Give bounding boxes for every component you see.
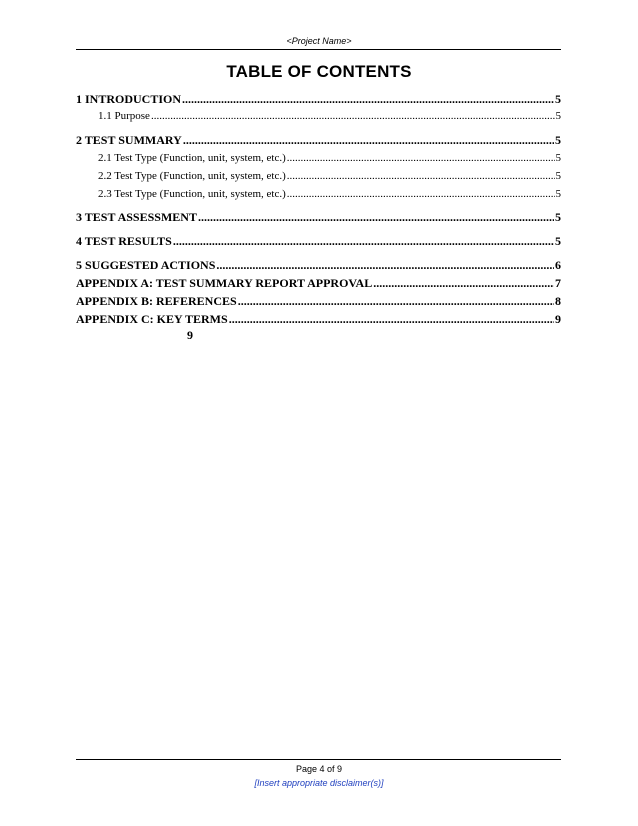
toc-entry-appendix-c[interactable] <box>76 312 561 327</box>
toc-entry-suggested-actions[interactable] <box>76 258 561 273</box>
toc-entry-label: APPENDIX C: KEY TERMS <box>76 312 228 326</box>
toc-entry-page: 5 <box>555 110 561 122</box>
toc-leader-dots <box>373 276 554 291</box>
toc-entry-label: 5 SUGGESTED ACTIONS <box>76 258 216 272</box>
toc-entry-label: 2.1 Test Type (Function, unit, system, etc.) <box>98 152 286 164</box>
toc-entry-test-type-2[interactable] <box>98 170 561 182</box>
footer-page-number: Page 4 of 9 <box>295 764 343 774</box>
toc-entry-label: 2 TEST SUMMARY <box>76 133 182 147</box>
toc-entry-label: 4 TEST RESULTS <box>76 234 172 248</box>
toc-entry-purpose[interactable] <box>98 110 561 122</box>
toc-entry-label: APPENDIX A: TEST SUMMARY REPORT APPROVAL <box>76 276 373 290</box>
toc-entry-appendix-b[interactable] <box>76 294 561 309</box>
toc-entry-label: 2.2 Test Type (Function, unit, system, etc.) <box>98 170 286 182</box>
toc-leader-dots <box>238 294 554 309</box>
toc-leader-dots <box>287 170 555 182</box>
toc-entry-page: 5 <box>555 188 561 200</box>
footer-divider <box>76 759 561 760</box>
toc-entry-page: 8 <box>555 294 561 308</box>
toc-leader-dots <box>198 210 554 225</box>
toc-entry-appendix-a[interactable] <box>76 276 561 291</box>
toc-entry-label: 2.3 Test Type (Function, unit, system, etc.) <box>98 188 286 200</box>
toc-entry-page: 5 <box>555 170 561 182</box>
toc-leader-dots <box>287 188 555 200</box>
toc-leader-dots <box>229 312 554 327</box>
toc-entry-test-assessment[interactable] <box>76 210 561 225</box>
toc-entry-page: 5 <box>555 210 561 224</box>
toc-leader-dots <box>173 234 554 249</box>
toc-entry-page: 5 <box>555 92 561 106</box>
toc-entry-page: 6 <box>555 258 561 272</box>
toc-leader-dots <box>216 258 554 273</box>
toc-leader-dots <box>182 92 554 107</box>
toc-entry-page: 5 <box>555 152 561 164</box>
toc-entry-test-type-3[interactable] <box>98 188 561 200</box>
toc-leader-dots <box>183 133 554 148</box>
toc-entry-test-type-1[interactable] <box>98 152 561 164</box>
toc-leader-dots <box>151 110 555 122</box>
toc-entry-page: 5 <box>555 133 561 147</box>
header-project-name: <Project Name> <box>286 36 352 46</box>
toc-entry-page: 9 <box>555 312 561 326</box>
toc-entry-label: 3 TEST ASSESSMENT <box>76 210 197 224</box>
footer-disclaimer: [Insert appropriate disclaimer(s)] <box>254 778 384 788</box>
toc-entry-label: 1 INTRODUCTION <box>76 92 182 106</box>
toc-entry-page: 7 <box>555 276 561 290</box>
toc-entry-introduction[interactable] <box>76 92 561 107</box>
toc-title: TABLE OF CONTENTS <box>226 62 412 81</box>
toc-entry-test-summary[interactable] <box>76 133 561 148</box>
toc-entry-label: 1.1 Purpose <box>98 110 150 122</box>
toc-leader-dots <box>287 152 555 164</box>
toc-entry-test-results[interactable] <box>76 234 561 249</box>
header-divider <box>76 49 561 50</box>
toc-entry-page: 5 <box>555 234 561 248</box>
toc-entry-label: APPENDIX B: REFERENCES <box>76 294 237 308</box>
stray-page-number: 9 <box>187 328 193 342</box>
